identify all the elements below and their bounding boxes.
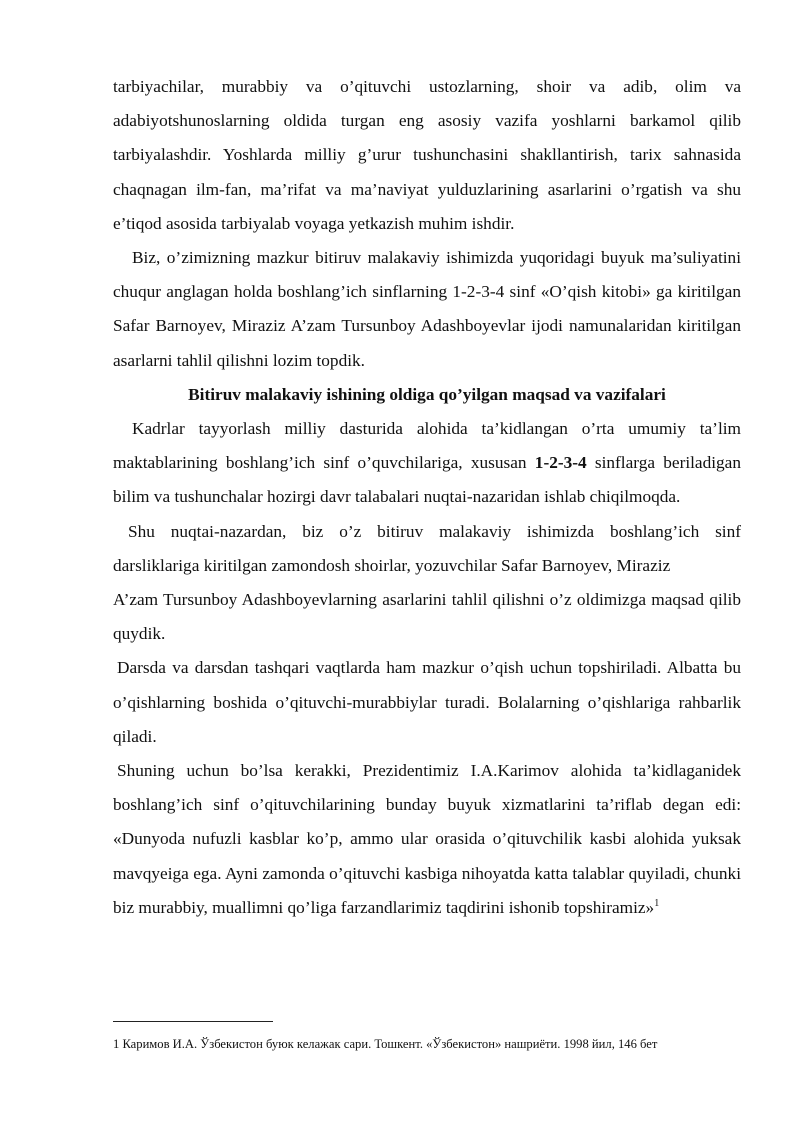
paragraph-5: Darsda va darsdan tashqari vaqtlarda ham mazkur o’qish uchun topshiriladi. Albatta bu o’qishlarning boshida o’qituvchi-murabbiylar turadi. Bolalarning o’qishlariga rahbarlik qiladi. <box>113 658 741 746</box>
paragraph-1: tarbiyachilar, murabbiy va o’qituvchi ustozlarning, shoir va adib, olim va adabiyotshunoslarning oldida turgan eng asosiy vazifa yoshlarni barkamol qilib tarbiyalashdir. Yoshlarda milliy g’urur tushunchasini shakllantirish, tarix sahnasida chaqnagan ilm-fan, ma’rifat va ma’naviyat yulduzlarining asarlarini o’rgatish va shu e’tiqod asosida tarbiyalab voyaga yetkazish muhim ishdir. <box>113 77 741 233</box>
grades-bold: 1-2-3-4 <box>534 453 587 473</box>
footnote-divider <box>113 1021 273 1022</box>
paragraph-4-rest: A’zam Tursunboy Adashboyevlarning asarlarini tahlil qilishni o’z oldimizga maqsad qilib quydik. <box>113 590 741 644</box>
paragraph-3-end: sinflarga beriladigan bilim va tushunchalar hozirgi davr talabalari nuqtai-nazaridan ishlab chiqilmoqda. <box>113 453 741 507</box>
paragraph-3 <box>113 412 741 515</box>
paragraph-2: Biz, o’zimizning mazkur bitiruv malakaviy ishimizda yuqoridagi buyuk ma’suliyatini chuqur anglagan holda boshlang’ich sinflarning 1-2-3-4 sinf «O’qish kitobi» ga kiritilgan Safar Barnoyev, Miraziz A’zam Tursunboy Adashboyevlar ijodi namunalaridan kiritilgan asarlarni tahlil qilishni lozim topdik. <box>113 248 741 370</box>
paragraph-4-line-1: Shu nuqtai-nazardan, biz o’z bitiruv malakaviy ishimizda boshlang’ich sinf <box>128 521 741 541</box>
paragraph-4 <box>113 515 741 652</box>
quote-text: Shuning uchun bo’lsa kerakki, Prezidentimiz I.A.Karimov alohida ta’kidlaganidek boshlang’ich sinf o’qituvchilarining bunday buyuk xizmatlarini ta’riflab degan edi: «Dunyoda nufuzli kasblar ko’p, ammo ular orasida o’qituvchilik kasbi alohida yuksak mavqyeiga ega. Ayni zamonda o’qituvchi kasbiga nihoyatda katta talablar quyiladi, chunki biz murabbiy, muallimni qo’liga farzandlarimiz taqdirini ishonib topshiramiz» <box>113 761 741 917</box>
paragraph-4-line-2: darsliklariga kiritilgan zamondosh shoirlar, yozuvchilar Safar Barnoyev, Miraziz <box>113 555 671 575</box>
paragraph-3-start: Kadrlar tayyorlash milliy dasturida alohida ta’kidlangan o’rta umumiy ta’lim maktablarining boshlang’ich sinf o’quvchilariga, xususan <box>113 419 741 473</box>
footnote-marker: 1 <box>654 897 660 909</box>
paragraph-6 <box>113 754 741 925</box>
section-heading: Bitiruv malakaviy ishining oldiga qo’yilgan maqsad va vazifalari <box>188 384 666 404</box>
footnote: 1 Каримов И.А. Ўзбекистон буюк келажак сари. Тошкент. «Ўзбекистон» нашриёти. 1998 йил, 146 бет <box>113 1037 658 1051</box>
main-text <box>113 70 741 925</box>
